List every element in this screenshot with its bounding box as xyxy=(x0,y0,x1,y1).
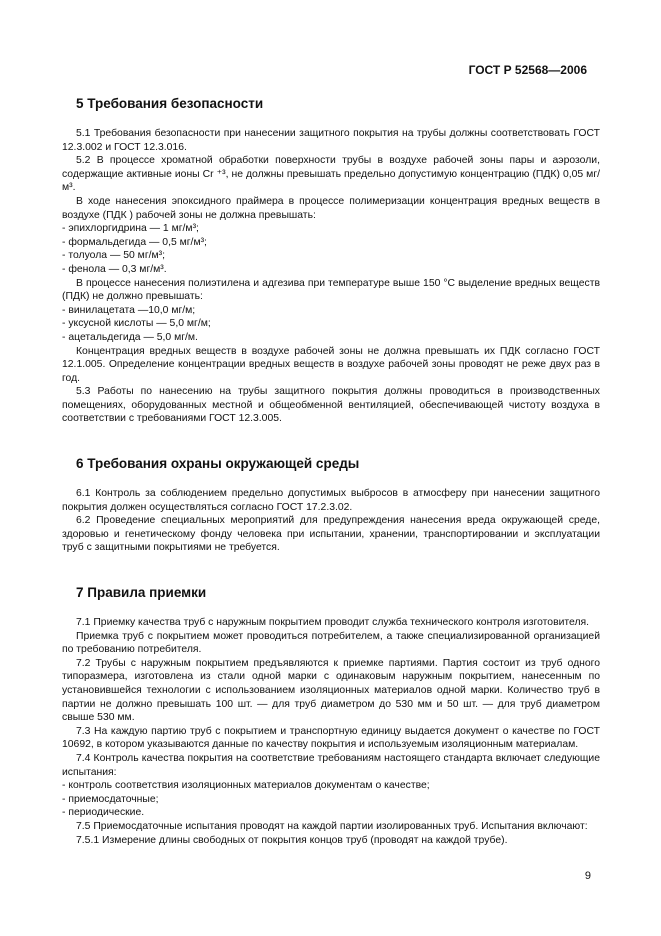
page-content xyxy=(62,90,600,847)
section-5-title: 5 Требования безопасности xyxy=(76,96,264,111)
para-7-2: 7.2 Трубы с наружным покрытием предъявляются к приемке партиями. Партия состоит из труб одного типоразмера, изготовлена из стали одной марки с одинаковым наружным покрытием, нанесенным по установившейся технологии с использованием изоляционных материалов одной марки. Количество труб в партии не должно превышать 100 шт. — для труб диаметром до 530 мм и 50 шт. — для труб диаметром свыше 530 мм. xyxy=(62,657,600,724)
para-7-5: 7.5 Приемосдаточные испытания проводят на каждой партии изолированных труб. Испытания включают: xyxy=(76,820,588,832)
para-5-2: 5.2 В процессе хроматной обработки поверхности трубы в воздухе рабочей зоны пары и аэрозоли, содержащие активные ионы Cr ⁺³, не должны превышать предельно допустимую концентрацию (ПДК) 0,05 мг/м³. xyxy=(62,155,600,194)
para-7-4: 7.4 Контроль качества покрытия на соответствие требованиям настоящего стандарта включает следующие испытания: xyxy=(62,752,600,778)
list-item: - винилацетата —10,0 мг/м; xyxy=(62,304,196,316)
para-5-1: 5.1 Требования безопасности при нанесении защитного покрытия на трубы должны соответствовать ГОСТ 12.3.002 и ГОСТ 12.3.016. xyxy=(62,128,600,153)
list-item: - уксусной кислоты — 5,0 мг/м; xyxy=(62,318,211,330)
list-item: - фенола — 0,3 мг/м³. xyxy=(62,263,167,275)
para-7-5-1: 7.5.1 Измерение длины свободных от покрытия концов труб (проводят на каждой трубе). xyxy=(76,834,508,846)
para-6-1: 6.1 Контроль за соблюдением предельно допустимых выбросов в атмосферу при нанесении защитного покрытия должен осуществляться согласно ГОСТ 17.2.3.02. xyxy=(62,488,600,513)
list-item: - приемосдаточные; xyxy=(62,793,159,805)
para-6-2: 6.2 Проведение специальных мероприятий для предупреждения нанесения вреда окружающей среде, здоровью и генетическому фонду человека при испытании, хранении, транспортировании и эксплуатации труб с защитными покрытиями не требуется. xyxy=(62,515,600,554)
para-5-2-concentration: Концентрация вредных веществ в воздухе рабочей зоны не должна превышать их ПДК согласно ГОСТ 12.1.005. Определение концентрации вредных веществ в воздухе рабочей зоны проводят не реже двух раз в год. xyxy=(62,345,600,384)
para-5-2-epoxy: В ходе нанесения эпоксидного праймера в процессе полимеризации концентрация вредных веществ в воздухе (ПДК ) рабочей зоны не должна превышать: xyxy=(62,195,600,221)
para-5-3: 5.3 Работы по нанесению на трубы защитного покрытия должны проводиться в производственных помещениях, оборудованных местной и общеобменной вентиляцией, обеспечивающей чистоту воздуха в соответствии с требованиями ГОСТ 12.3.005. xyxy=(62,386,600,425)
section-7-title: 7 Правила приемки xyxy=(76,585,207,601)
para-7-1: 7.1 Приемку качества труб с наружным покрытием проводит служба технического контроля изготовителя. xyxy=(76,617,590,629)
list-item: - контроль соответствия изоляционных материалов документам о качестве; xyxy=(62,780,430,792)
para-7-1-consumer: Приемка труб с покрытием может проводиться потребителем, а также специализированной организацией по требованию потребителя. xyxy=(62,630,600,656)
para-7-3: 7.3 На каждую партию труб с покрытием и транспортную единицу выдается документ о качестве по ГОСТ 10692, в котором указываются данные по качеству покрытия и используемым изоляционным материалам. xyxy=(62,725,600,751)
list-item: - толуола — 50 мг/м³; xyxy=(62,250,165,262)
section-6-title: 6 Требования охраны окружающей среды xyxy=(76,456,360,472)
page-number: 9 xyxy=(584,870,591,882)
list-item: - периодические. xyxy=(62,807,145,819)
para-5-2-polyethylene: В процессе нанесения полиэтилена и адгезива при температуре выше 150 °С выделение вредных веществ (ПДК) не должно превышать: xyxy=(62,277,600,303)
standard-number: ГОСТ Р 52568—2006 xyxy=(468,63,587,77)
list-item: - ацетальдегида — 5,0 мг/м. xyxy=(62,331,198,343)
list-item: - эпихлоргидрина — 1 мг/м³; xyxy=(62,223,199,235)
list-item: - формальдегида — 0,5 мг/м³; xyxy=(62,236,207,248)
